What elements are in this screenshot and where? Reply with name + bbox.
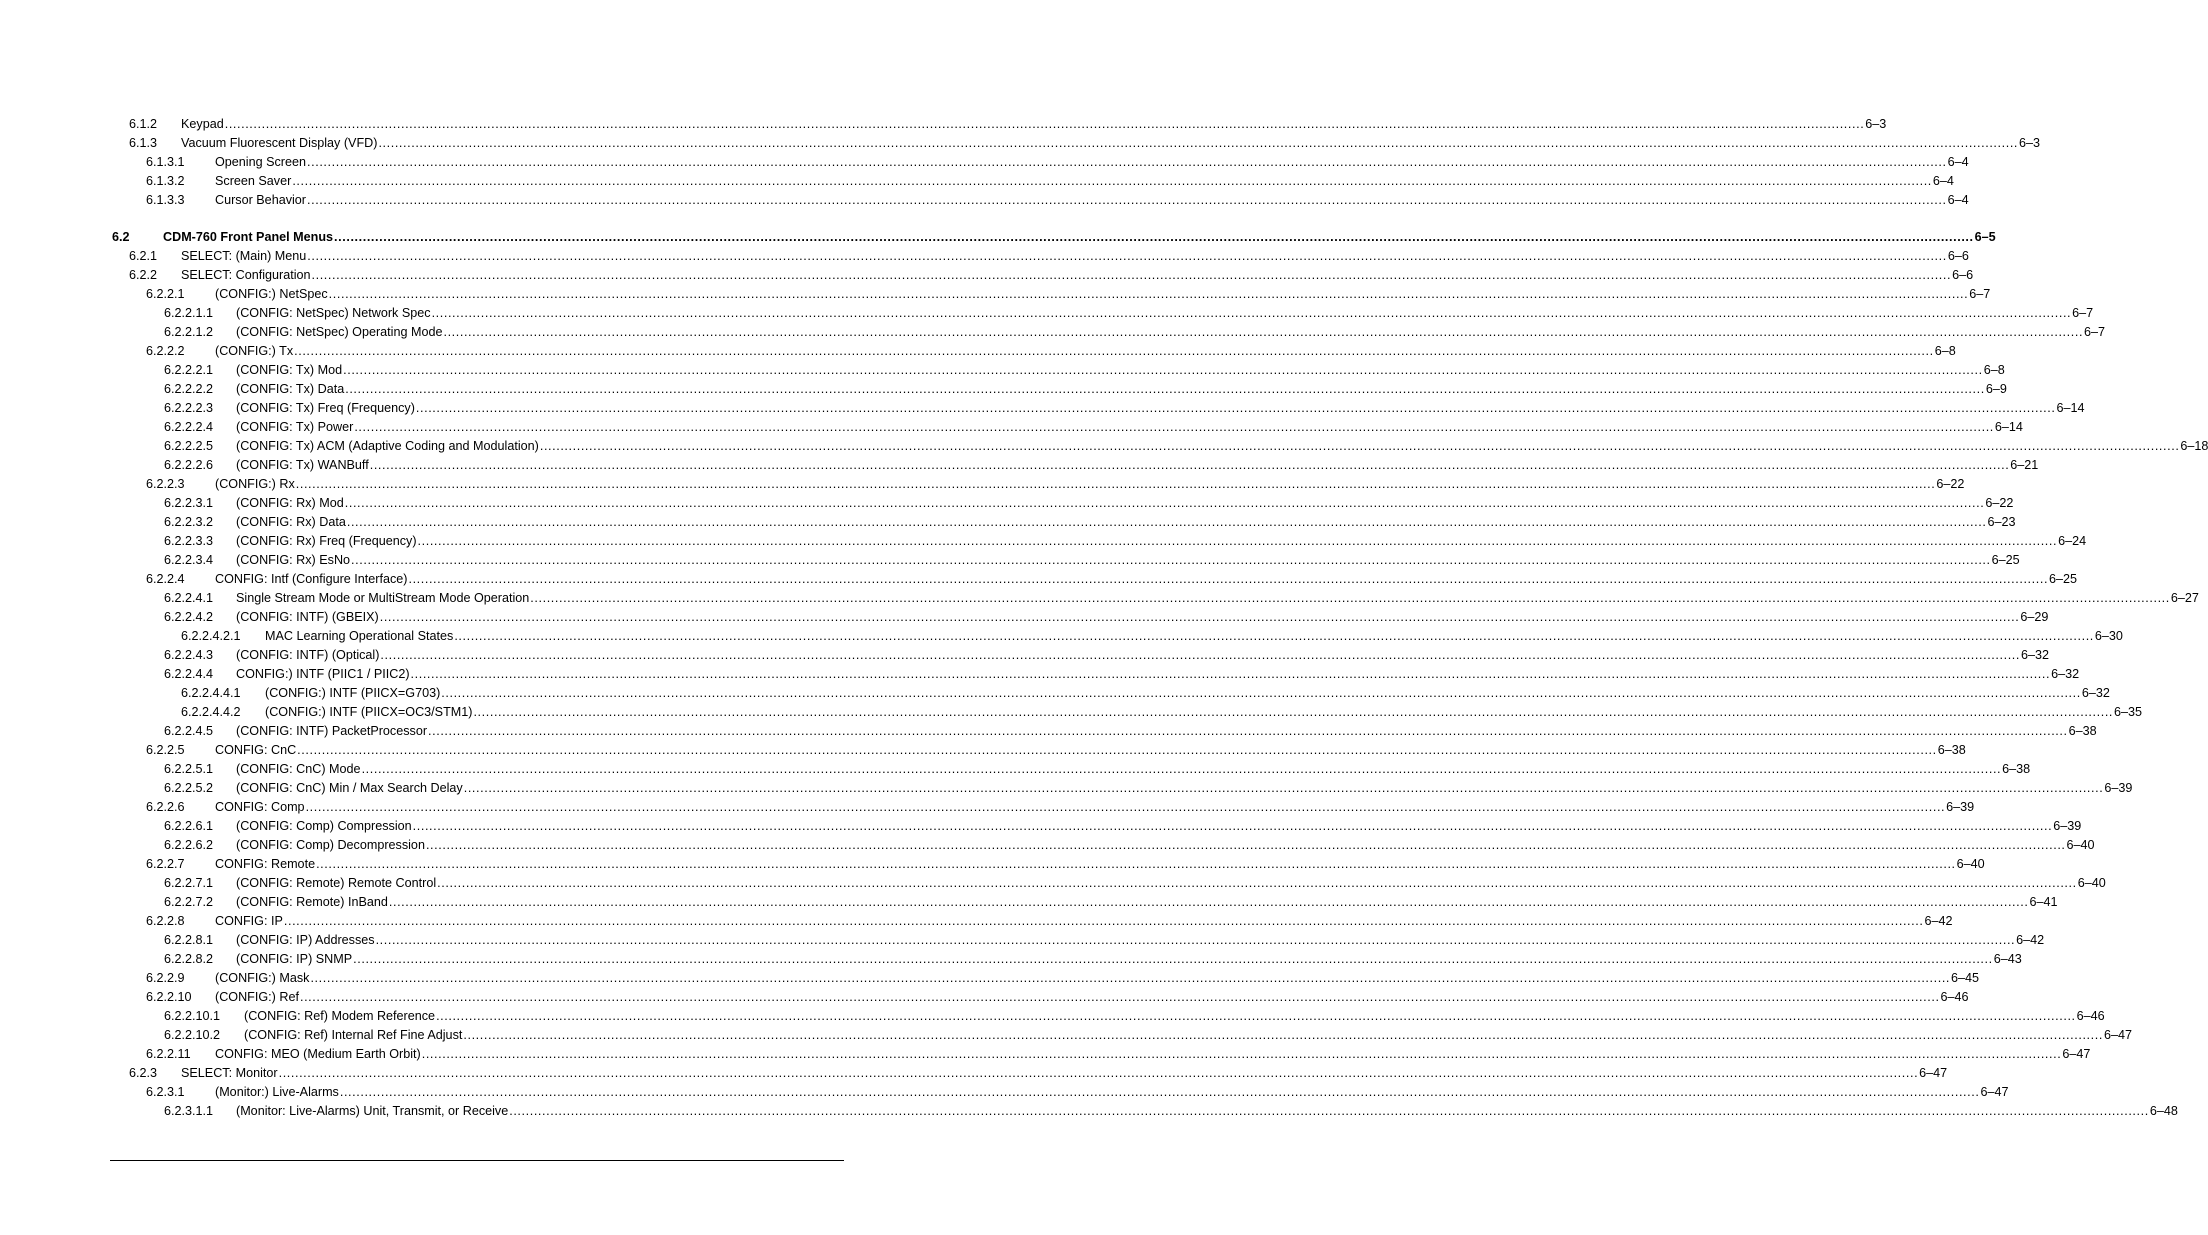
dot-leader: ................................................................................................................................................................................................................................................................................................................................................................................................................ xyxy=(379,610,2020,624)
toc-entry-title: (CONFIG: Rx) Mod xyxy=(236,496,344,510)
toc-entry[interactable] xyxy=(0,758,2031,777)
dot-leader: ................................................................................................................................................................................................................................................................................................................................................................................................................ xyxy=(343,363,1983,377)
dot-leader: ................................................................................................................................................................................................................................................................................................................................................................................................................ xyxy=(443,325,2084,339)
toc-entry-title: CONFIG: CnC xyxy=(215,743,297,757)
toc-entry-title: (CONFIG: NetSpec) Operating Mode xyxy=(236,325,443,339)
toc-entry-title: (CONFIG: Ref) Internal Ref Fine Adjust xyxy=(244,1028,463,1042)
toc-entry-number: 6.2 xyxy=(112,230,130,244)
toc-entry-number: 6.2.2.6 xyxy=(146,800,185,814)
toc-entry-number: 6.2.1 xyxy=(129,249,158,263)
dot-leader: ................................................................................................................................................................................................................................................................................................................................................................................................................ xyxy=(441,686,2081,700)
toc-entry-title: CONFIG: Comp xyxy=(215,800,305,814)
toc-entry[interactable] xyxy=(0,264,1974,283)
toc-entry-title: (CONFIG:) Tx xyxy=(215,344,294,358)
toc-entry-page: 6–8 xyxy=(1934,344,1956,358)
toc-entry[interactable] xyxy=(0,587,2199,606)
dot-leader: ................................................................................................................................................................................................................................................................................................................................................................................................................ xyxy=(353,952,1993,966)
toc-entry-page: 6–4 xyxy=(1932,174,1954,188)
toc-entry-page: 6–38 xyxy=(1937,743,1966,757)
toc-entry-number: 6.2.2.5.1 xyxy=(164,762,214,776)
toc-entry-title: (CONFIG: INTF) PacketProcessor xyxy=(236,724,428,738)
toc-entry-number: 6.2.2.3 xyxy=(146,477,185,491)
toc-entry[interactable] xyxy=(0,321,2106,340)
dot-leader: ................................................................................................................................................................................................................................................................................................................................................................................................................ xyxy=(295,477,1936,491)
toc-entry[interactable] xyxy=(0,113,1887,132)
toc-entry[interactable] xyxy=(0,872,2106,891)
dot-leader: ................................................................................................................................................................................................................................................................................................................................................................................................................ xyxy=(316,857,1956,871)
toc-entry-number: 6.2.2.4.1 xyxy=(164,591,214,605)
dot-leader: ................................................................................................................................................................................................................................................................................................................................................................................................................ xyxy=(473,705,2114,719)
toc-entry[interactable] xyxy=(0,1005,2105,1024)
toc-entry[interactable] xyxy=(0,189,1969,208)
toc-entry-title: Vacuum Fluorescent Display (VFD) xyxy=(181,136,378,150)
toc-entry-number: 6.2.2.4 xyxy=(146,572,185,586)
toc-entry-number: 6.2.2.3.3 xyxy=(164,534,214,548)
toc-entry-title: SELECT: Monitor xyxy=(181,1066,278,1080)
toc-entry-page: 6–32 xyxy=(2051,667,2080,681)
toc-entry[interactable] xyxy=(0,245,1969,264)
toc-entry-page: 6–38 xyxy=(2068,724,2097,738)
toc-entry-title: (CONFIG:) INTF (PIICX=G703) xyxy=(265,686,441,700)
toc-entry-title: (CONFIG: Rx) EsNo xyxy=(236,553,351,567)
toc-entry[interactable] xyxy=(0,1081,2009,1100)
toc-entry-title: (CONFIG: Tx) Power xyxy=(236,420,354,434)
toc-entry-title: (Monitor:) Live-Alarms xyxy=(215,1085,339,1099)
toc-entry-title: (CONFIG:) Ref xyxy=(215,990,299,1004)
dot-leader: ................................................................................................................................................................................................................................................................................................................................................................................................................ xyxy=(530,591,2170,605)
toc-entry-page: 6–40 xyxy=(2077,876,2106,890)
toc-entry[interactable] xyxy=(0,720,2097,739)
toc-entry-page: 6–30 xyxy=(2094,629,2123,643)
toc-entry-title: CONFIG: Remote xyxy=(215,857,316,871)
toc-entry-page: 6–40 xyxy=(1956,857,1985,871)
toc-entry-number: 6.2.2.11 xyxy=(146,1047,191,1061)
toc-entry-title: (CONFIG: NetSpec) Network Spec xyxy=(236,306,431,320)
toc-entry-number: 6.2.2.10 xyxy=(146,990,192,1004)
dot-leader: ................................................................................................................................................................................................................................................................................................................................................................................................................ xyxy=(307,249,1947,263)
toc-entry[interactable] xyxy=(0,397,2085,416)
toc-entry-page: 6–29 xyxy=(2020,610,2049,624)
toc-entry-page: 6–18 xyxy=(2180,439,2208,453)
toc-entry-number: 6.2.2.7.2 xyxy=(164,895,214,909)
toc-entry-page: 6–39 xyxy=(1946,800,1975,814)
toc-entry-number: 6.2.2 xyxy=(129,268,158,282)
dot-leader: ................................................................................................................................................................................................................................................................................................................................................................................................................ xyxy=(297,743,1937,757)
toc-entry-page: 6–14 xyxy=(1994,420,2023,434)
dot-leader: ................................................................................................................................................................................................................................................................................................................................................................................................................ xyxy=(421,1047,2062,1061)
dot-leader: ................................................................................................................................................................................................................................................................................................................................................................................................................ xyxy=(351,553,1991,567)
toc-entry[interactable] xyxy=(0,796,1975,815)
toc-entry-page: 6–27 xyxy=(2170,591,2199,605)
toc-entry[interactable] xyxy=(0,739,1966,758)
toc-entry-page: 6–41 xyxy=(2029,895,2058,909)
toc-entry-number: 6.2.2.5.2 xyxy=(164,781,214,795)
toc-entry-page: 6–47 xyxy=(2062,1047,2091,1061)
toc-entry-title: Screen Saver xyxy=(215,174,292,188)
dot-leader: ................................................................................................................................................................................................................................................................................................................................................................................................................ xyxy=(380,648,2020,662)
toc-entry-number: 6.2.2.6.2 xyxy=(164,838,214,852)
toc-entry-title: (CONFIG: CnC) Mode xyxy=(236,762,361,776)
toc-entry-title: Keypad xyxy=(181,117,224,131)
dot-leader: ................................................................................................................................................................................................................................................................................................................................................................................................................ xyxy=(463,1028,2103,1042)
toc-entry[interactable] xyxy=(0,283,1991,302)
toc-entry-number: 6.1.3 xyxy=(129,136,158,150)
toc-entry[interactable] xyxy=(0,644,2050,663)
toc-entry-page: 6–23 xyxy=(1987,515,2016,529)
toc-entry-page: 6–43 xyxy=(1993,952,2022,966)
toc-entry-title: (CONFIG: Tx) Data xyxy=(236,382,345,396)
toc-entry[interactable] xyxy=(0,1100,2178,1119)
toc-entry-page: 6–47 xyxy=(1919,1066,1948,1080)
toc-entry[interactable] xyxy=(0,454,2039,473)
toc-entry-title: CONFIG: Intf (Configure Interface) xyxy=(215,572,408,586)
toc-entry-page: 6–48 xyxy=(2149,1104,2178,1118)
toc-entry-page: 6–22 xyxy=(1985,496,2014,510)
toc-entry-title: (CONFIG:) Rx xyxy=(215,477,295,491)
toc-entry-page: 6–38 xyxy=(2002,762,2031,776)
toc-entry-number: 6.2.2.2.2 xyxy=(164,382,214,396)
toc-entry-title: Opening Screen xyxy=(215,155,307,169)
toc-entry-number: 6.2.2.10.2 xyxy=(164,1028,221,1042)
toc-entry[interactable] xyxy=(0,1062,1948,1081)
toc-entry-title: (CONFIG: Tx) ACM (Adaptive Coding and Modulation) xyxy=(236,439,539,453)
toc-entry-page: 6–4 xyxy=(1947,193,1969,207)
toc-entry-title: (CONFIG: Comp) Compression xyxy=(236,819,412,833)
toc-entry-title: (CONFIG: Comp) Decompression xyxy=(236,838,425,852)
toc-entry-page: 6–42 xyxy=(2016,933,2045,947)
dot-leader: ................................................................................................................................................................................................................................................................................................................................................................................................................ xyxy=(344,496,1985,510)
toc-entry-title: CONFIG: IP xyxy=(215,914,283,928)
toc-entry-number: 6.2.3.1.1 xyxy=(164,1104,214,1118)
dot-leader: ................................................................................................................................................................................................................................................................................................................................................................................................................ xyxy=(346,515,1987,529)
toc-entry[interactable] xyxy=(0,625,2123,644)
dot-leader: ................................................................................................................................................................................................................................................................................................................................................................................................................ xyxy=(310,971,1951,985)
toc-entry-number: 6.1.2 xyxy=(129,117,158,131)
dot-leader: ................................................................................................................................................................................................................................................................................................................................................................................................................ xyxy=(375,933,2016,947)
dot-leader: ................................................................................................................................................................................................................................................................................................................................................................................................................ xyxy=(425,838,2066,852)
table-of-contents xyxy=(0,113,2208,1119)
toc-entry-page: 6–40 xyxy=(2066,838,2095,852)
toc-entry-title: (Monitor: Live-Alarms) Unit, Transmit, or Receive xyxy=(236,1104,509,1118)
toc-entry-page: 6–42 xyxy=(1924,914,1953,928)
toc-entry[interactable] xyxy=(0,682,2110,701)
toc-entry-number: 6.2.3.1 xyxy=(146,1085,185,1099)
toc-entry-page: 6–24 xyxy=(2058,534,2087,548)
dot-leader: ................................................................................................................................................................................................................................................................................................................................................................................................................ xyxy=(278,1066,1919,1080)
dot-leader: ................................................................................................................................................................................................................................................................................................................................................................................................................ xyxy=(388,895,2029,909)
toc-entry-page: 6–7 xyxy=(1969,287,1991,301)
toc-entry-title: (CONFIG: CnC) Min / Max Search Delay xyxy=(236,781,463,795)
toc-entry-page: 6–3 xyxy=(1865,117,1887,131)
dot-leader: ................................................................................................................................................................................................................................................................................................................................................................................................................ xyxy=(334,230,1974,244)
toc-entry-number: 6.2.2.7.1 xyxy=(164,876,214,890)
toc-entry-number: 6.2.2.4.4.1 xyxy=(181,686,241,700)
toc-entry[interactable] xyxy=(0,910,1953,929)
toc-entry-title: (CONFIG: INTF) (Optical) xyxy=(236,648,380,662)
toc-entry-title: (CONFIG:) INTF (PIICX=OC3/STM1) xyxy=(265,705,473,719)
toc-entry[interactable] xyxy=(0,132,2041,151)
dot-leader: ................................................................................................................................................................................................................................................................................................................................................................................................................ xyxy=(224,117,1865,131)
toc-entry-title: (CONFIG: Rx) Freq (Frequency) xyxy=(236,534,417,548)
dot-leader: ................................................................................................................................................................................................................................................................................................................................................................................................................ xyxy=(307,193,1947,207)
toc-entry-number: 6.2.2.1.1 xyxy=(164,306,214,320)
toc-entry-page: 6–4 xyxy=(1947,155,1969,169)
toc-entry[interactable] xyxy=(0,891,2058,910)
dot-leader: ................................................................................................................................................................................................................................................................................................................................................................................................................ xyxy=(417,534,2058,548)
dot-leader: ................................................................................................................................................................................................................................................................................................................................................................................................................ xyxy=(454,629,2094,643)
toc-entry[interactable] xyxy=(0,151,1969,170)
toc-entry-number: 6.2.2.10.1 xyxy=(164,1009,221,1023)
toc-entry-number: 6.2.2.4.2 xyxy=(164,610,214,624)
toc-entry-number: 6.2.2.1 xyxy=(146,287,185,301)
toc-entry-number: 6.2.2.6.1 xyxy=(164,819,214,833)
toc-entry-number: 6.2.2.3.4 xyxy=(164,553,214,567)
toc-entry-title: (CONFIG: Remote) InBand xyxy=(236,895,388,909)
toc-entry-page: 6–35 xyxy=(2114,705,2143,719)
toc-entry-number: 6.2.2.8.1 xyxy=(164,933,214,947)
toc-entry-number: 6.2.2.8 xyxy=(146,914,185,928)
toc-entry-page: 6–45 xyxy=(1951,971,1980,985)
dot-leader: ................................................................................................................................................................................................................................................................................................................................................................................................................ xyxy=(436,1009,2076,1023)
toc-entry-title: MAC Learning Operational States xyxy=(265,629,454,643)
toc-entry-page: 6–9 xyxy=(1985,382,2007,396)
toc-entry-title: (CONFIG: Ref) Modem Reference xyxy=(244,1009,436,1023)
toc-entry-page: 6–21 xyxy=(2010,458,2039,472)
toc-entry-title: CDM-760 Front Panel Menus xyxy=(163,230,334,244)
toc-entry-number: 6.2.2.8.2 xyxy=(164,952,214,966)
dot-leader: ................................................................................................................................................................................................................................................................................................................................................................................................................ xyxy=(369,458,2010,472)
toc-entry-title: (CONFIG: Rx) Data xyxy=(236,515,346,529)
dot-leader: ................................................................................................................................................................................................................................................................................................................................................................................................................ xyxy=(378,136,2019,150)
toc-entry[interactable] xyxy=(0,473,1965,492)
toc-entry[interactable] xyxy=(0,378,2007,397)
toc-entry[interactable] xyxy=(0,302,2094,321)
dot-leader: ................................................................................................................................................................................................................................................................................................................................................................................................................ xyxy=(408,572,2049,586)
toc-entry-page: 6–14 xyxy=(2056,401,2085,415)
toc-entry-title: Single Stream Mode or MultiStream Mode Operation xyxy=(236,591,530,605)
dot-leader: ................................................................................................................................................................................................................................................................................................................................................................................................................ xyxy=(345,382,1985,396)
toc-entry-number: 6.2.2.7 xyxy=(146,857,185,871)
toc-entry[interactable] xyxy=(0,663,2080,682)
dot-leader: ................................................................................................................................................................................................................................................................................................................................................................................................................ xyxy=(328,287,1969,301)
toc-entry[interactable] xyxy=(0,359,2005,378)
toc-entry-number: 6.2.2.3.1 xyxy=(164,496,214,510)
toc-entry-page: 6–46 xyxy=(2076,1009,2105,1023)
dot-leader: ................................................................................................................................................................................................................................................................................................................................................................................................................ xyxy=(339,1085,1980,1099)
toc-entry-number: 6.1.3.2 xyxy=(146,174,185,188)
dot-leader: ................................................................................................................................................................................................................................................................................................................................................................................................................ xyxy=(509,1104,2149,1118)
dot-leader: ................................................................................................................................................................................................................................................................................................................................................................................................................ xyxy=(539,439,2180,453)
toc-entry-number: 6.1.3.1 xyxy=(146,155,185,169)
toc-entry[interactable] xyxy=(0,815,2082,834)
toc-entry-page: 6–7 xyxy=(2072,306,2094,320)
toc-entry-page: 6–6 xyxy=(1952,268,1974,282)
toc-entry-number: 6.2.2.9 xyxy=(146,971,185,985)
toc-entry-title: (CONFIG: INTF) (GBEIX) xyxy=(236,610,379,624)
toc-entry-number: 6.2.2.1.2 xyxy=(164,325,214,339)
dot-leader: ................................................................................................................................................................................................................................................................................................................................................................................................................ xyxy=(361,762,2002,776)
toc-entry-number: 6.2.2.4.3 xyxy=(164,648,214,662)
toc-entry-number: 6.2.2.2 xyxy=(146,344,185,358)
toc-entry-title: (CONFIG:) Mask xyxy=(215,971,310,985)
footer-rule xyxy=(110,1160,844,1161)
dot-leader: ................................................................................................................................................................................................................................................................................................................................................................................................................ xyxy=(307,155,1947,169)
toc-entry-title: SELECT: (Main) Menu xyxy=(181,249,307,263)
toc-entry[interactable] xyxy=(0,929,2045,948)
toc-entry-page: 6–32 xyxy=(2081,686,2110,700)
toc-entry-title: (CONFIG: Tx) Freq (Frequency) xyxy=(236,401,415,415)
dot-leader: ................................................................................................................................................................................................................................................................................................................................................................................................................ xyxy=(412,819,2053,833)
toc-entry[interactable] xyxy=(0,986,1969,1005)
dot-leader: ................................................................................................................................................................................................................................................................................................................................................................................................................ xyxy=(283,914,1924,928)
toc-entry-page: 6–22 xyxy=(1936,477,1965,491)
toc-entry[interactable] xyxy=(0,340,1956,359)
toc-entry[interactable] xyxy=(0,492,2014,511)
toc-entry-number: 6.2.2.2.3 xyxy=(164,401,214,415)
toc-entry[interactable] xyxy=(0,226,1996,245)
toc-entry-number: 6.1.3.3 xyxy=(146,193,185,207)
toc-entry-title: Cursor Behavior xyxy=(215,193,306,207)
toc-entry[interactable] xyxy=(0,1024,2132,1043)
toc-entry-number: 6.2.2.4.4 xyxy=(164,667,214,681)
dot-leader: ................................................................................................................................................................................................................................................................................................................................................................................................................ xyxy=(428,724,2068,738)
toc-entry-number: 6.2.2.2.5 xyxy=(164,439,214,453)
toc-entry[interactable] xyxy=(0,568,2078,587)
toc-entry-number: 6.2.2.4.2.1 xyxy=(181,629,241,643)
toc-entry-number: 6.2.2.4.5 xyxy=(164,724,214,738)
toc-entry[interactable] xyxy=(0,701,2143,720)
toc-entry-title: (CONFIG: IP) SNMP xyxy=(236,952,353,966)
toc-entry[interactable] xyxy=(0,853,1985,872)
toc-entry-number: 6.2.2.4.4.2 xyxy=(181,705,241,719)
dot-leader: ................................................................................................................................................................................................................................................................................................................................................................................................................ xyxy=(431,306,2072,320)
toc-entry-number: 6.2.2.2.1 xyxy=(164,363,214,377)
dot-leader: ................................................................................................................................................................................................................................................................................................................................................................................................................ xyxy=(463,781,2104,795)
toc-entry-page: 6–47 xyxy=(2103,1028,2132,1042)
dot-leader: ................................................................................................................................................................................................................................................................................................................................................................................................................ xyxy=(294,344,1934,358)
dot-leader: ................................................................................................................................................................................................................................................................................................................................................................................................................ xyxy=(311,268,1952,282)
toc-entry[interactable] xyxy=(0,834,2095,853)
toc-entry[interactable] xyxy=(0,435,2208,454)
toc-entry[interactable] xyxy=(0,948,2022,967)
toc-entry-number: 6.2.2.5 xyxy=(146,743,185,757)
toc-entry-number: 6.2.3 xyxy=(129,1066,158,1080)
toc-entry[interactable] xyxy=(0,416,2023,435)
dot-leader: ................................................................................................................................................................................................................................................................................................................................................................................................................ xyxy=(305,800,1946,814)
toc-entry-number: 6.2.2.2.6 xyxy=(164,458,214,472)
toc-entry[interactable] xyxy=(0,511,2016,530)
toc-entry[interactable] xyxy=(0,530,2087,549)
toc-entry-title: CONFIG: MEO (Medium Earth Orbit) xyxy=(215,1047,421,1061)
toc-entry-title: CONFIG:) INTF (PIIC1 / PIIC2) xyxy=(236,667,410,681)
dot-leader: ................................................................................................................................................................................................................................................................................................................................................................................................................ xyxy=(415,401,2056,415)
toc-entry-number: 6.2.2.2.4 xyxy=(164,420,214,434)
toc-entry-page: 6–8 xyxy=(1983,363,2005,377)
toc-entry-title: (CONFIG: Tx) WANBuff xyxy=(236,458,369,472)
dot-leader: ................................................................................................................................................................................................................................................................................................................................................................................................................ xyxy=(299,990,1940,1004)
toc-entry-page: 6–25 xyxy=(2049,572,2078,586)
dot-leader: ................................................................................................................................................................................................................................................................................................................................................................................................................ xyxy=(410,667,2051,681)
toc-entry-page: 6–3 xyxy=(2019,136,2041,150)
toc-entry[interactable] xyxy=(0,967,1980,986)
dot-leader: ................................................................................................................................................................................................................................................................................................................................................................................................................ xyxy=(437,876,2077,890)
toc-entry-page: 6–25 xyxy=(1991,553,2020,567)
toc-entry-page: 6–46 xyxy=(1940,990,1969,1004)
toc-entry-page: 6–5 xyxy=(1974,230,1996,244)
toc-entry-page: 6–6 xyxy=(1947,249,1969,263)
toc-entry-number: 6.2.2.3.2 xyxy=(164,515,214,529)
toc-entry-page: 6–32 xyxy=(2021,648,2050,662)
dot-leader: ................................................................................................................................................................................................................................................................................................................................................................................................................ xyxy=(354,420,1994,434)
toc-entry[interactable] xyxy=(0,777,2133,796)
toc-entry-title: (CONFIG: Remote) Remote Control xyxy=(236,876,437,890)
dot-leader: ................................................................................................................................................................................................................................................................................................................................................................................................................ xyxy=(292,174,1932,188)
toc-entry-title: (CONFIG: IP) Addresses xyxy=(236,933,375,947)
toc-entry[interactable] xyxy=(0,1043,2091,1062)
toc-entry-title: (CONFIG: Tx) Mod xyxy=(236,363,343,377)
toc-entry-title: SELECT: Configuration xyxy=(181,268,311,282)
toc-entry-page: 6–39 xyxy=(2053,819,2082,833)
toc-entry-page: 6–47 xyxy=(1980,1085,2009,1099)
toc-entry[interactable] xyxy=(0,606,2049,625)
toc-entry[interactable] xyxy=(0,549,2020,568)
toc-entry-page: 6–7 xyxy=(2084,325,2106,339)
toc-entry-title: (CONFIG:) NetSpec xyxy=(215,287,328,301)
toc-entry[interactable] xyxy=(0,170,1954,189)
toc-entry-page: 6–39 xyxy=(2104,781,2133,795)
